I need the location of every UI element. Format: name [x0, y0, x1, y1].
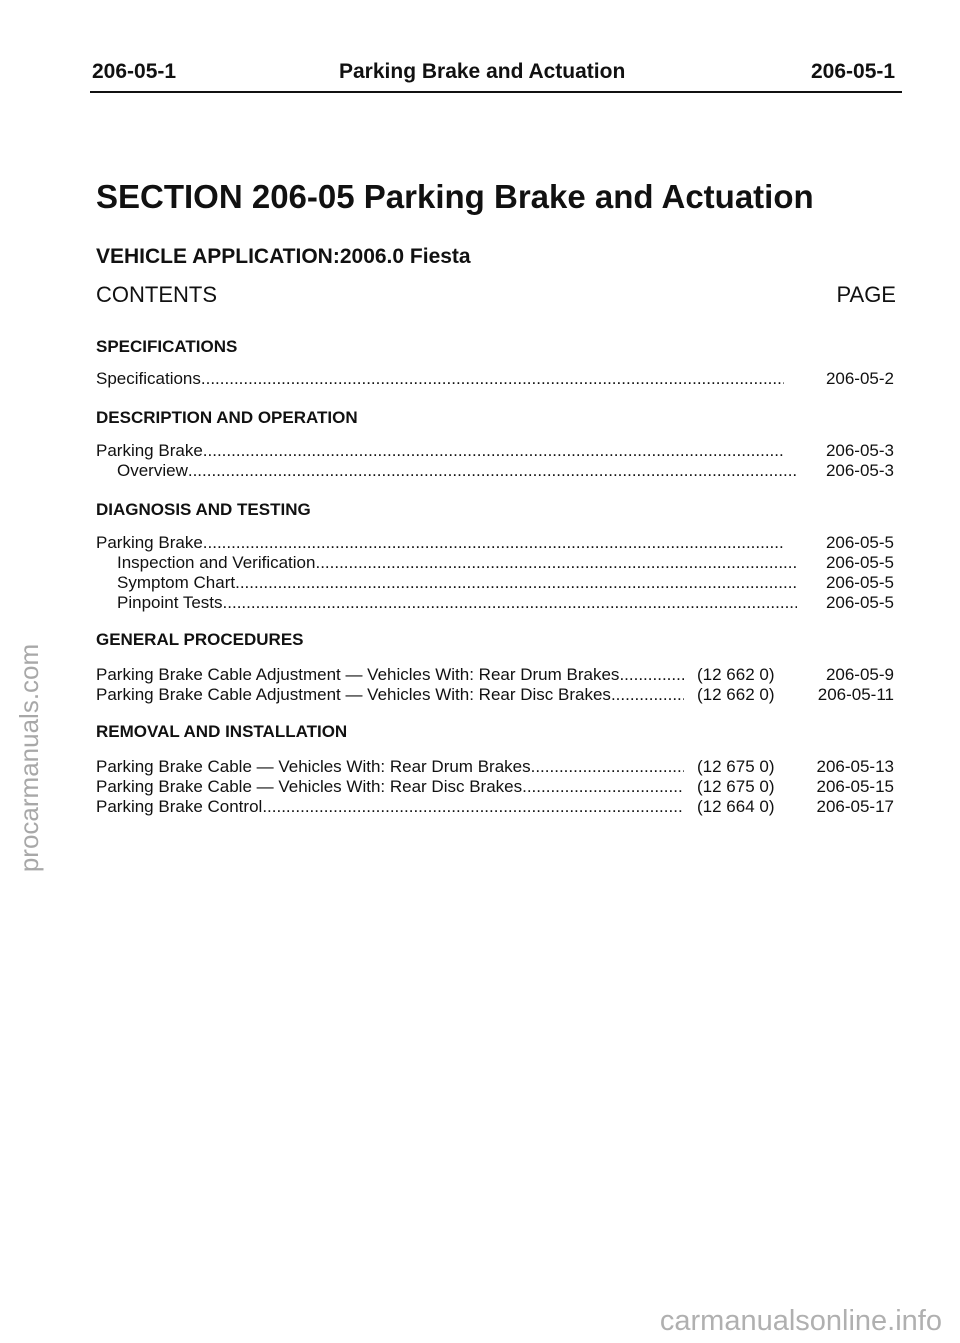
toc-entry[interactable]	[0, 776, 960, 797]
toc-entry[interactable]	[0, 756, 960, 777]
section-heading: GENERAL PROCEDURES	[96, 630, 304, 649]
page-column-label: PAGE	[836, 282, 896, 307]
dot-leader	[315, 552, 797, 573]
toc-entry[interactable]	[0, 592, 960, 613]
toc-entry[interactable]	[0, 532, 960, 553]
toc-entry-label: Symptom Chart	[117, 573, 236, 592]
header-rule	[90, 91, 902, 93]
contents-label: CONTENTS	[96, 282, 217, 307]
toc-entry-page: 206-05-5	[825, 593, 894, 612]
dot-leader	[531, 756, 684, 777]
toc-entry[interactable]	[0, 684, 960, 705]
toc-entry-label: Specifications	[96, 369, 201, 388]
toc-entry[interactable]	[0, 440, 960, 461]
toc-entry[interactable]	[0, 368, 960, 389]
dot-leader	[262, 796, 684, 817]
side-watermark-text: procarmanuals.com	[14, 643, 44, 873]
toc-entry-label: Overview	[117, 461, 188, 480]
toc-entry-label: Parking Brake Cable Adjustment — Vehicles With: Rear Disc Brakes	[96, 685, 611, 704]
toc-entry[interactable]	[0, 552, 960, 573]
toc-entry-label: Pinpoint Tests	[117, 593, 223, 612]
toc-entry-part-code: (12 675 0)	[697, 777, 775, 796]
toc-entry-label: Parking Brake	[96, 441, 203, 460]
toc-entry[interactable]	[0, 664, 960, 685]
toc-entry-page: 206-05-3	[825, 461, 894, 480]
vehicle-application: VEHICLE APPLICATION:2006.0 Fiesta	[96, 245, 471, 268]
toc-entry-label: Parking Brake Cable — Vehicles With: Rear Drum Brakes	[96, 757, 531, 776]
bottom-watermark: carmanualsonline.info	[659, 1305, 942, 1337]
dot-leader	[223, 592, 797, 613]
toc-entry-part-code: (12 664 0)	[697, 797, 775, 816]
toc-entry-label: Parking Brake Control	[96, 797, 263, 816]
toc-entry[interactable]	[0, 796, 960, 817]
toc-entry-label: Parking Brake Cable Adjustment — Vehicles With: Rear Drum Brakes	[96, 665, 620, 684]
toc-entry-page: 206-05-11	[817, 685, 894, 704]
section-heading: DIAGNOSIS AND TESTING	[96, 500, 311, 519]
dot-leader	[619, 664, 684, 685]
toc-entry-page: 206-05-15	[816, 777, 894, 796]
section-heading: DESCRIPTION AND OPERATION	[96, 408, 358, 427]
header-title: Parking Brake and Actuation	[339, 60, 626, 83]
section-title: SECTION 206-05 Parking Brake and Actuation	[96, 178, 814, 215]
header-left-code: 206-05-1	[92, 60, 177, 83]
section-heading: REMOVAL AND INSTALLATION	[96, 722, 348, 741]
header-right-code: 206-05-1	[811, 60, 896, 83]
toc-entry[interactable]	[0, 460, 960, 481]
toc-entry-page: 206-05-2	[825, 369, 894, 388]
toc-entry[interactable]	[0, 572, 960, 593]
toc-entry-page: 206-05-5	[825, 533, 894, 552]
toc-entry-page: 206-05-17	[816, 797, 894, 816]
dot-leader	[235, 572, 797, 593]
toc-entry-page: 206-05-5	[825, 553, 894, 572]
toc-entry-page: 206-05-5	[825, 573, 894, 592]
dot-leader	[203, 532, 784, 553]
dot-leader	[188, 460, 797, 481]
toc-entry-page: 206-05-3	[825, 441, 894, 460]
toc-entry-page: 206-05-9	[825, 665, 894, 684]
toc-entry-page: 206-05-13	[816, 757, 894, 776]
toc-entry-part-code: (12 675 0)	[697, 757, 775, 776]
toc-entry-part-code: (12 662 0)	[697, 685, 775, 704]
toc-entry-label: Parking Brake Cable — Vehicles With: Rear Disc Brakes	[96, 777, 523, 796]
section-heading: SPECIFICATIONS	[96, 337, 238, 356]
dot-leader	[611, 684, 684, 705]
toc-entry-label: Inspection and Verification	[117, 553, 316, 572]
toc-entry-part-code: (12 662 0)	[697, 665, 775, 684]
dot-leader	[522, 776, 684, 797]
dot-leader	[203, 440, 784, 461]
toc-entry-label: Parking Brake	[96, 533, 203, 552]
dot-leader	[201, 368, 784, 389]
